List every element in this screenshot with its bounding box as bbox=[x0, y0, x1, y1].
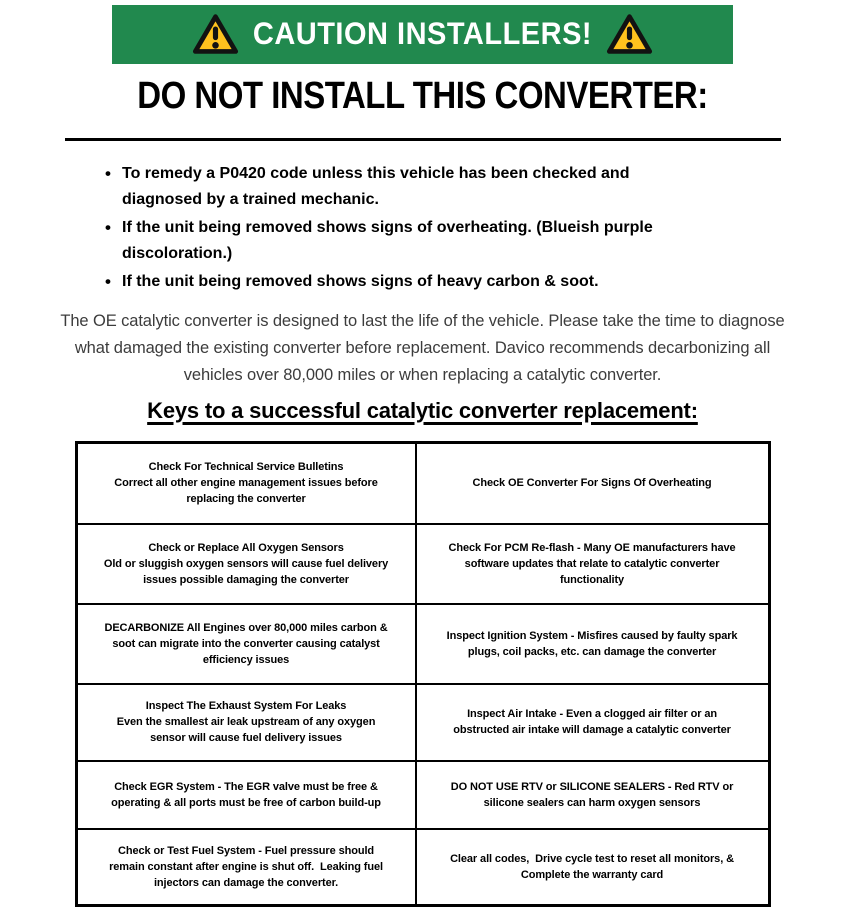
table-cell bbox=[416, 524, 769, 604]
table-row bbox=[76, 524, 769, 604]
cell-line: Inspect Air Intake - Even a clogged air filter or an bbox=[467, 708, 717, 720]
keys-table bbox=[75, 441, 771, 907]
warning-triangle-icon bbox=[606, 13, 653, 56]
cell-line: plugs, coil packs, etc. can damage the converter bbox=[467, 645, 717, 658]
cell-line: DECARBONIZE All Engines over 80,000 miles carbon & bbox=[104, 621, 388, 634]
caution-banner bbox=[112, 5, 733, 64]
intro-line: vehicles over 80,000 miles or when replacing a catalytic converter. bbox=[183, 366, 662, 384]
warning-item bbox=[122, 269, 730, 295]
cell-line: sensor will cause fuel delivery issues bbox=[150, 732, 342, 744]
warning-triangle-icon bbox=[192, 13, 239, 56]
intro-line: The OE catalytic converter is designed to last the life of the vehicle. Please take the time to diagnose bbox=[60, 312, 785, 330]
cell-line: Check EGR System - The EGR valve must be free & bbox=[114, 780, 378, 793]
cell-line: functionality bbox=[559, 573, 625, 586]
warning-line: • To remedy a P0420 code unless this vehicle has been checked and bbox=[122, 165, 630, 182]
warning-item bbox=[122, 161, 730, 213]
cell-line: Check For PCM Re-flash - Many OE manufacturers have bbox=[448, 541, 736, 554]
table-cell bbox=[76, 604, 416, 684]
table-cell bbox=[416, 443, 769, 524]
warning-item bbox=[122, 215, 730, 267]
cell-line: silicone sealers can harm oxygen sensors bbox=[483, 796, 701, 809]
cell-line: issues possible damaging the converter bbox=[143, 573, 349, 586]
cell-line: Inspect Ignition System - Misfires caused by faulty spark bbox=[446, 629, 738, 642]
cell-line: efficiency issues bbox=[202, 653, 290, 666]
cell-line: obstructed air intake will damage a catalytic converter bbox=[453, 724, 731, 736]
cell-line: Complete the warranty card bbox=[520, 868, 664, 881]
table-cell bbox=[416, 604, 769, 684]
divider-line bbox=[65, 138, 781, 141]
banner-title: CAUTION INSTALLERS! bbox=[252, 16, 593, 52]
table-cell bbox=[416, 684, 769, 761]
cell-line: Check or Replace All Oxygen Sensors bbox=[148, 541, 344, 554]
table-row bbox=[76, 684, 769, 761]
table-row bbox=[76, 443, 769, 524]
table-cell bbox=[416, 761, 769, 829]
cell-line: Check or Test Fuel System - Fuel pressure should bbox=[118, 844, 375, 857]
table-cell bbox=[76, 443, 416, 524]
cell-line: remain constant after engine is shut off. Leaking fuel bbox=[109, 860, 383, 873]
table-cell bbox=[76, 829, 416, 906]
cell-line: Even the smallest air leak upstream of any oxygen bbox=[116, 716, 376, 728]
cell-line: operating & all ports must be free of carbon build-up bbox=[111, 796, 381, 809]
cell-line: DO NOT USE RTV or SILICONE SEALERS - Red RTV or bbox=[450, 780, 734, 793]
warning-line: • If the unit being removed shows signs of heavy carbon & soot. bbox=[122, 273, 599, 290]
table-row bbox=[76, 761, 769, 829]
cell-line: Check OE Converter For Signs Of Overheating bbox=[472, 477, 712, 490]
table-row bbox=[76, 829, 769, 906]
table-row bbox=[76, 604, 769, 684]
warning-list bbox=[122, 161, 730, 295]
cell-line: replacing the converter bbox=[186, 493, 306, 506]
cell-line: soot can migrate into the converter causing catalyst bbox=[112, 637, 380, 650]
headline: DO NOT INSTALL THIS CONVERTER: bbox=[137, 73, 708, 116]
cell-line: Check For Technical Service Bulletins bbox=[148, 461, 344, 474]
cell-line: injectors can damage the converter. bbox=[153, 876, 339, 889]
keys-heading: Keys to a successful catalytic converter replacement: bbox=[147, 398, 698, 423]
warning-line: discoloration.) bbox=[122, 245, 233, 262]
cell-line: Inspect The Exhaust System For Leaks bbox=[145, 700, 347, 712]
cell-line: software updates that relate to catalytic converter bbox=[464, 557, 720, 570]
cell-line: Clear all codes, Drive cycle test to reset all monitors, & bbox=[450, 852, 734, 865]
table-cell bbox=[76, 524, 416, 604]
table-cell bbox=[416, 829, 769, 906]
cell-line: Old or sluggish oxygen sensors will cause fuel delivery bbox=[103, 557, 389, 570]
intro-paragraph bbox=[0, 308, 845, 389]
table-cell bbox=[76, 761, 416, 829]
warning-line: • If the unit being removed shows signs of overheating. (Blueish purple bbox=[122, 219, 653, 236]
warning-line: diagnosed by a trained mechanic. bbox=[122, 191, 379, 208]
table-cell bbox=[76, 684, 416, 761]
cell-line: Correct all other engine management issues before bbox=[114, 477, 378, 490]
intro-line: what damaged the existing converter before replacement. Davico recommends decarbonizing all bbox=[74, 339, 771, 357]
